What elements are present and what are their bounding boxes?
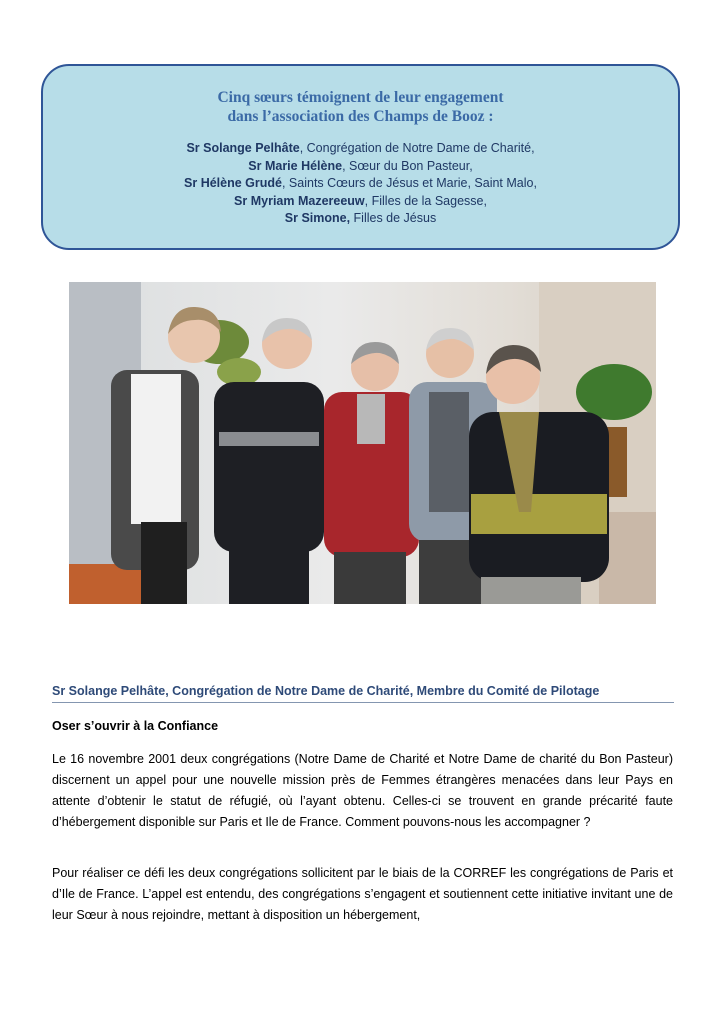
section-heading: Sr Solange Pelhâte, Congrégation de Notre Dame de Charité, Membre du Comité de Pilotage	[52, 684, 674, 703]
callout-title-line-2: dans l’association des Champs de Booz :	[227, 108, 494, 125]
sister-congregation: , Congrégation de Notre Dame de Charité,	[299, 141, 535, 155]
callout-title	[43, 88, 678, 126]
sister-name: Sr Myriam Mazereeuw	[234, 193, 365, 208]
sister-name: Sr Simone,	[284, 211, 351, 225]
person-3	[324, 342, 419, 604]
sister-entry	[43, 193, 678, 211]
sister-name: Sr Marie Hélène	[248, 158, 343, 173]
sister-congregation: Filles de Jésus	[350, 211, 437, 225]
group-photo-illustration	[69, 282, 656, 604]
body-paragraph-1: Le 16 novembre 2001 deux congrégations (Notre Dame de Charité et Notre Dame de charité du Bon Pasteur) discernent un appel pour une nouvelle mission près de Femmes étrangères menacées dans leur Pays en attente d’obtenir le statut de réfugié, où l’ayant obtenu. Celles-ci se trouvent en grande précarité faute d’hébergement disponible sur Paris et Ile de France. Comment pouvons-nous les accompagner ?	[52, 752, 673, 829]
sister-name: Sr Solange Pelhâte	[186, 141, 300, 155]
sister-entry	[43, 175, 678, 193]
sisters-list	[43, 140, 678, 228]
sister-entry	[43, 140, 678, 158]
group-photo	[69, 282, 656, 604]
body-paragraph-2: Pour réaliser ce défi les deux congrégations sollicitent par le biais de la CORREF les congrégations de Paris et d’Ile de France. L’appel est entendu, des congrégations s’engagent et soutiennent cette initiative invitant une de leur Sœur à nous rejoindre, mettant à disposition un hébergement,	[52, 866, 673, 922]
sister-entry	[43, 210, 678, 228]
callout-title-line-1: Cinq sœurs témoignent de leur engagement	[217, 89, 504, 106]
sister-congregation: , Sœur du Bon Pasteur,	[342, 158, 473, 173]
sister-congregation: , Filles de la Sagesse,	[364, 193, 487, 208]
sister-entry	[43, 158, 678, 176]
intro-callout-box	[41, 64, 680, 250]
article-subheading: Oser s’ouvrir à la Confiance	[52, 719, 219, 733]
sister-congregation: , Saints Cœurs de Jésus et Marie, Saint Malo,	[281, 176, 537, 190]
sister-name: Sr Hélène Grudé	[184, 176, 282, 190]
